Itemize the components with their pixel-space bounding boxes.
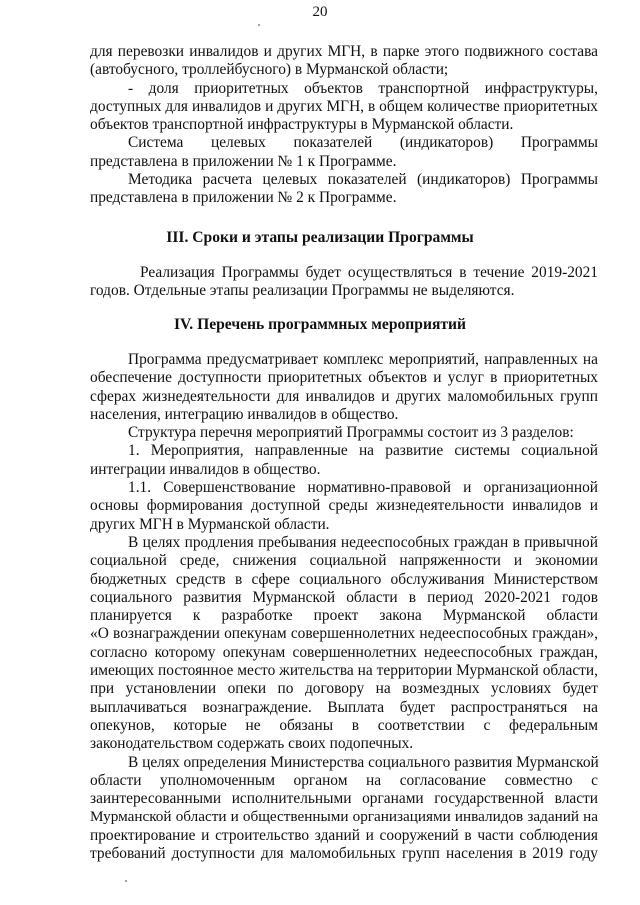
text-line: доступных для инвалидов и других МГН, в общем количестве приоритетных bbox=[90, 97, 598, 115]
scan-speck bbox=[125, 880, 127, 882]
text-line: Реализация Программы будет осуществляться в течение 2019-2021 bbox=[140, 264, 598, 281]
section-3-body bbox=[90, 264, 598, 301]
text-line: представлена в приложении № 2 к Программе. bbox=[90, 189, 397, 207]
text-line: области уполномоченным органом на согласование совместно с bbox=[90, 771, 598, 789]
page-number: 20 bbox=[312, 4, 328, 20]
text-line: при установлении опеки по договору на возмездных условиях будет bbox=[90, 680, 598, 698]
text-line: 1. Мероприятия, направленные на развитие системы социальной bbox=[128, 442, 598, 460]
text-line: населения, интеграцию инвалидов в общество. bbox=[90, 405, 399, 423]
section-4-body bbox=[90, 351, 598, 863]
text-line: проектирование и строительство зданий и сооружений в части соблюдения bbox=[90, 826, 598, 844]
text-line: опекунов, которые не обязаны в соответствии с федеральным bbox=[90, 716, 598, 734]
text-line: социальной среде, снижения социальной напряженности и экономии bbox=[90, 552, 598, 570]
text-line: интеграции инвалидов в общество. bbox=[90, 460, 321, 478]
section-heading: IV. Перечень программных мероприятий bbox=[173, 316, 467, 333]
text-line: основы формирования доступной среды жизнедеятельности инвалидов и bbox=[90, 497, 598, 515]
text-line: законодательством содержать своих подопечных. bbox=[90, 735, 414, 753]
text-line: - доля приоритетных объектов транспортной инфраструктуры, bbox=[128, 79, 598, 97]
text-line: Мурманской области и общественными организациями инвалидов заданий на bbox=[90, 808, 598, 826]
text-line: заинтересованными исполнительными органами государственной власти bbox=[90, 790, 598, 808]
section-heading: III. Сроки и этапы реализации Программы bbox=[166, 229, 474, 246]
text-line: Методика расчета целевых показателей (индикаторов) Программы bbox=[128, 171, 598, 189]
text-line: социального развития Мурманской области в период 2020-2021 годов bbox=[90, 588, 598, 606]
text-line: имеющих постоянное место жительства на территории Мурманской области, bbox=[90, 662, 598, 680]
text-line: годов. Отдельные этапы реализации Программы не выделяются. bbox=[90, 282, 515, 300]
text-line: Структура перечня мероприятий Программы состоит из 3 разделов: bbox=[128, 424, 574, 442]
text-line: сферах жизнедеятельности для инвалидов и других маломобильных групп bbox=[90, 387, 598, 405]
text-line: (автобусного, троллейбусного) в Мурманской области; bbox=[90, 61, 449, 79]
text-line: планируется к разработке проект закона Мурманской области bbox=[90, 607, 598, 625]
text-line: выплачиваться вознаграждение. Выплата будет распространяться на bbox=[90, 698, 598, 716]
text-line: В целях продления пребывания недееспособных граждан в привычной bbox=[128, 533, 598, 551]
text-line: бюджетных средств в сфере социального обслуживания Министерством bbox=[90, 570, 598, 588]
scan-speck bbox=[258, 24, 260, 26]
text-line: «О вознаграждении опекунам совершеннолетних недееспособных граждан», bbox=[90, 625, 598, 643]
text-line: согласно которому опекунам совершеннолетних недееспособных граждан, bbox=[90, 643, 598, 661]
text-line: других МГН в Мурманской области. bbox=[90, 515, 330, 533]
text-line: Программа предусматривает комплекс мероприятий, направленных на bbox=[128, 351, 598, 368]
text-line: представлена в приложении № 1 к Программе. bbox=[90, 152, 397, 170]
text-line: объектов транспортной инфраструктуры в Мурманской области. bbox=[90, 116, 514, 134]
text-line: Система целевых показателей (индикаторов) Программы bbox=[128, 134, 598, 152]
text-line: требований доступности для маломобильных групп населения в 2019 году bbox=[90, 845, 598, 863]
top-paragraphs bbox=[90, 43, 598, 208]
text-line: для перевозки инвалидов и других МГН, в парке этого подвижного состава bbox=[90, 43, 598, 60]
text-line: обеспечение доступности приоритетных объектов и услуг в приоритетных bbox=[90, 369, 598, 387]
text-line: В целях определения Министерства социального развития Мурманской bbox=[128, 753, 599, 771]
text-line: 1.1. Совершенствование нормативно-правовой и организационной bbox=[128, 479, 598, 497]
